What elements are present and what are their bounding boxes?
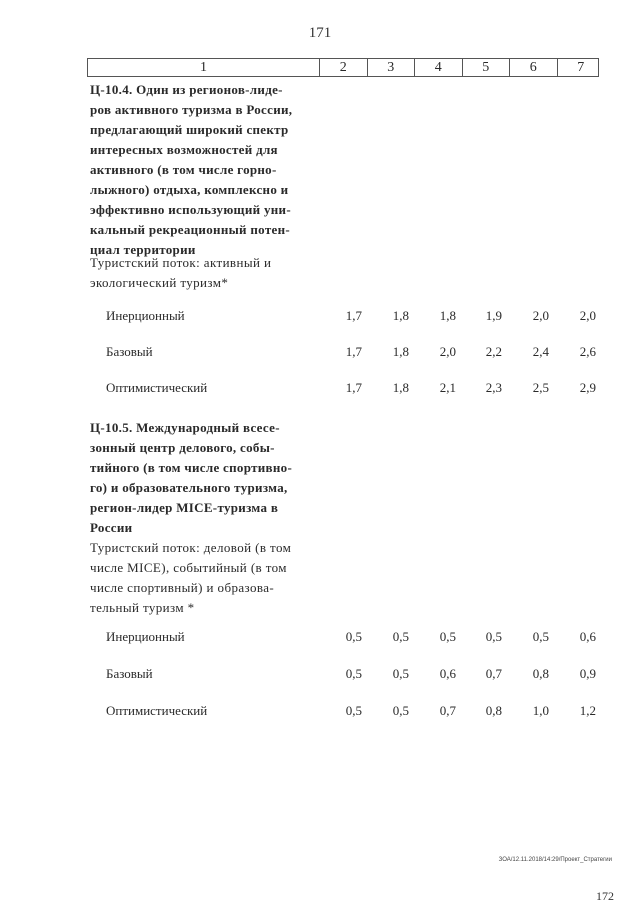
cell-value: 0,5: [532, 629, 549, 644]
page-number: 171: [308, 25, 332, 41]
row-label: Оптимистический: [106, 380, 208, 395]
title-line: тийного (в том числе спортивно-: [90, 460, 293, 475]
title-line: интересных возможностей для: [90, 142, 278, 157]
cell-value: 2,0: [532, 308, 549, 323]
title-line: ров активного туризма в России,: [90, 102, 293, 117]
subtitle-line: числе MICE), событийный (в том: [90, 560, 287, 575]
header-cell-5: 5: [462, 59, 510, 76]
cell-value: 1,8: [439, 308, 456, 323]
header-cell-1: 1: [200, 60, 207, 75]
cell-value: 0,5: [392, 629, 409, 644]
row-label: Инерционный: [106, 629, 185, 644]
cell-value: 1,8: [392, 380, 409, 395]
title-line: активного (в том числе горно-: [90, 162, 277, 177]
cell-value: 0,7: [485, 666, 502, 681]
subtitle-line: экологический туризм*: [90, 275, 229, 290]
header-cell-7: 7: [557, 59, 605, 76]
cell-value: 1,7: [345, 344, 362, 359]
cell-value: 0,5: [345, 703, 362, 718]
header-cell-6: 6: [509, 59, 557, 76]
cell-value: 0,5: [485, 629, 502, 644]
table-row: [0, 308, 640, 328]
cell-value: 1,8: [392, 344, 409, 359]
title-line: циал территории: [90, 242, 196, 257]
cell-value: 2,3: [485, 380, 502, 395]
title-line: го) и образовательного туризма,: [90, 480, 288, 495]
cell-value: 2,2: [485, 344, 502, 359]
table-row: [0, 703, 640, 723]
row-label: Базовый: [106, 666, 153, 681]
subtitle-line: тельный туризм *: [90, 600, 195, 615]
cell-value: 2,4: [532, 344, 549, 359]
table-row: [0, 344, 640, 364]
subtitle-line: Туристский поток: деловой (в том: [90, 540, 292, 555]
cell-value: 2,9: [579, 380, 596, 395]
title-line: кальный рекреационный потен-: [90, 222, 290, 237]
table-row: [0, 380, 640, 400]
cell-value: 2,6: [579, 344, 596, 359]
cell-value: 0,5: [345, 629, 362, 644]
row-label: Базовый: [106, 344, 153, 359]
title-line: Ц-10.4. Один из регионов-лиде-: [90, 82, 283, 97]
row-label: Оптимистический: [106, 703, 208, 718]
title-line: лыжного) отдыха, комплексно и: [90, 182, 289, 197]
subtitle-line: числе спортивный) и образова-: [90, 580, 275, 595]
cell-value: 2,0: [579, 308, 596, 323]
cell-value: 0,8: [532, 666, 549, 681]
title-line: зонный центр делового, собы-: [90, 440, 275, 455]
cell-value: 0,5: [392, 666, 409, 681]
footer-stamp: ЗОА/12.11.2018/14:29/Проект_Стратегии: [498, 857, 612, 863]
title-line: России: [90, 520, 133, 535]
cell-value: 2,0: [439, 344, 456, 359]
cell-value: 0,6: [439, 666, 456, 681]
section-subtitle-c-10-4: [90, 253, 316, 293]
cell-value: 0,5: [392, 703, 409, 718]
title-line: регион-лидер MICE-туризма в: [90, 500, 279, 515]
subtitle-line: Туристский поток: активный и: [90, 255, 272, 270]
cell-value: 0,8: [485, 703, 502, 718]
section-title-c-10-4: [90, 80, 316, 260]
cell-value: 2,5: [532, 380, 549, 395]
table-header-row: [87, 58, 599, 77]
table-row: [0, 629, 640, 649]
cell-value: 0,5: [439, 629, 456, 644]
section-title-c-10-5: [90, 418, 316, 538]
cell-value: 0,5: [345, 666, 362, 681]
footer-page-number: 172: [596, 889, 614, 903]
header-cell-4: 4: [414, 59, 462, 76]
section-subtitle-c-10-5: [90, 538, 316, 618]
title-line: Ц-10.5. Международный всесе-: [90, 420, 280, 435]
cell-value: 1,2: [579, 703, 596, 718]
cell-value: 0,7: [439, 703, 456, 718]
cell-value: 0,6: [579, 629, 596, 644]
cell-value: 0,9: [579, 666, 596, 681]
header-cell-3: 3: [367, 59, 415, 76]
title-line: эффективно использующий уни-: [90, 202, 291, 217]
row-label: Инерционный: [106, 308, 185, 323]
title-line: предлагающий широкий спектр: [90, 122, 289, 137]
cell-value: 1,7: [345, 380, 362, 395]
cell-value: 2,1: [439, 380, 456, 395]
cell-value: 1,7: [345, 308, 362, 323]
cell-value: 1,9: [485, 308, 502, 323]
table-row: [0, 666, 640, 686]
cell-value: 1,8: [392, 308, 409, 323]
cell-value: 1,0: [532, 703, 549, 718]
header-cell-2: 2: [319, 59, 367, 76]
